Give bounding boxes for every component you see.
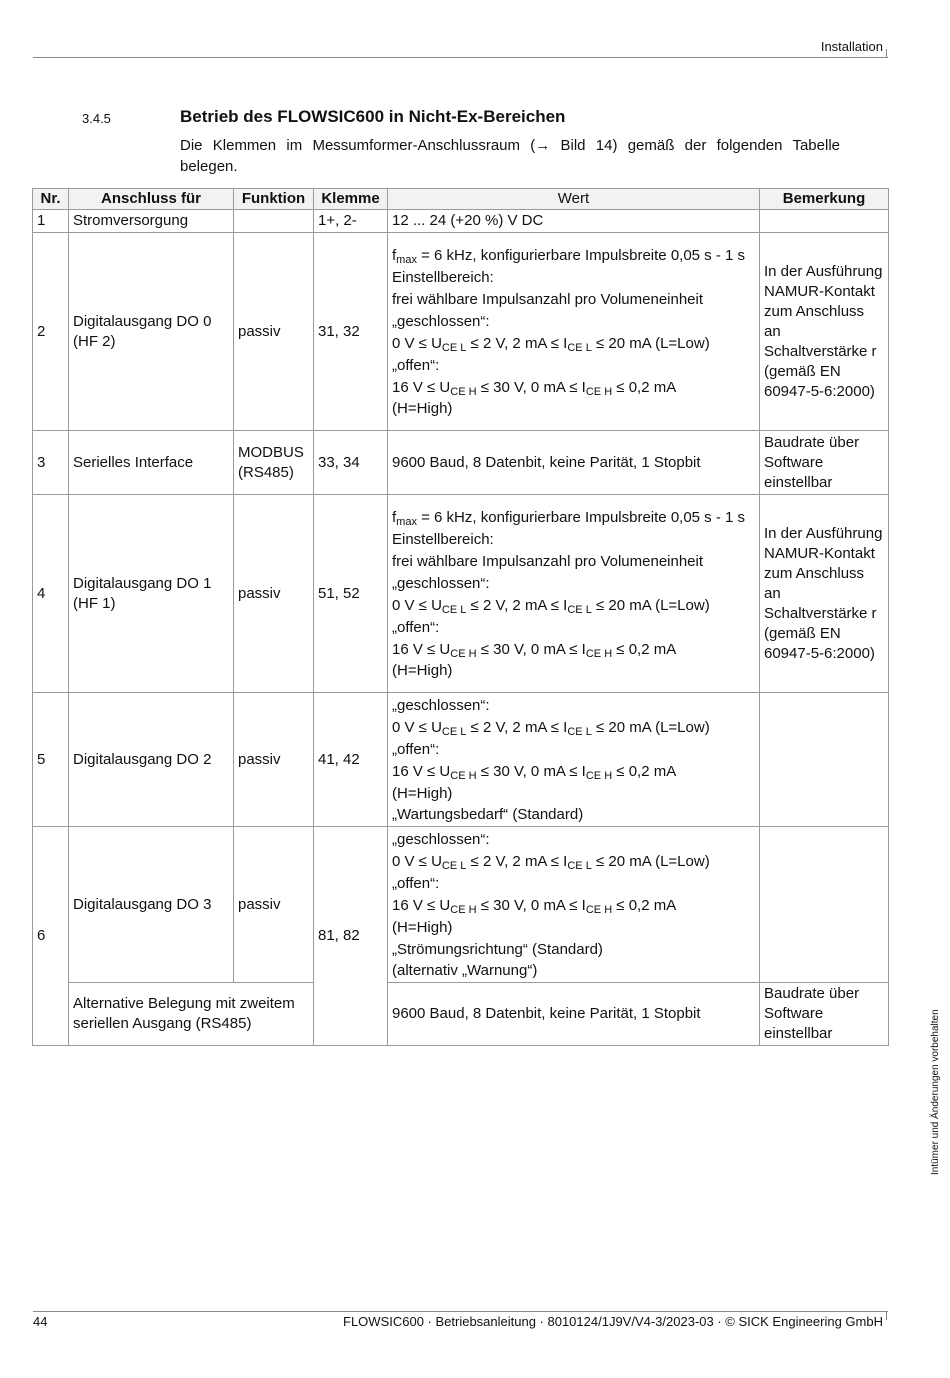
value-low-range: 0 $V \le U_{CE L} \le 2$ V, 2 mA ≤ $I_{CE L} \le 20$ mA (L=Low) [392, 596, 710, 616]
value-geschlossen: „geschlossen“: [392, 574, 490, 592]
value-fmax: $f_{max} = 6$ kHz, konfigurierbare Impulsbreite 0,05 s - 1 s [392, 508, 746, 528]
value-default-function: „Wartungsbedarf“ (Standard) [392, 805, 584, 823]
cell-bemerkung: In der Ausführung NAMUR-Kontakt zum Anschluss an Schaltverstärke r (gemäß EN 60947-5-6:2000) [760, 233, 889, 431]
value-high-label: (H=High) [392, 399, 453, 417]
cell-funktion [234, 210, 314, 233]
cell-klemme: 81, 82 [314, 827, 388, 1046]
table-row [33, 495, 889, 693]
table-row [33, 983, 889, 1046]
value-low-range: 0 $V \le U_{CE L} \le 2$ V, 2 mA ≤ $I_{CE L} \le 20$ mA (L=Low) [392, 718, 710, 738]
cell-funktion: passiv [234, 233, 314, 431]
cell-alt-bemerkung: Baudrate über Software einstellbar [760, 983, 889, 1046]
cell-anschluss: Stromversorgung [69, 210, 234, 233]
section-intro: Die Klemmen im Messumformer-Anschlussraum (→ Bild 14) gemäß der folgenden Tabelle belegen. [180, 137, 840, 175]
page-number: 44 [33, 1314, 48, 1329]
value-high-range: 16 $V \le U_{CE H} \le 30$ V, 0 mA ≤ $I_{CE H} \le 0,2$ mA [392, 640, 677, 660]
value-einstellbereich: Einstellbereich: [392, 268, 494, 286]
table-header-row [33, 189, 889, 210]
value-geschlossen: „geschlossen“: [392, 830, 490, 848]
value-default-function: „Strömungsrichtung“ (Standard) [392, 940, 603, 958]
cell-nr: 4 [33, 495, 69, 693]
cell-nr: 6 [33, 827, 69, 1046]
cell-alt-anschluss: Alternative Belegung mit zweitem seriellen Ausgang (RS485) [69, 983, 314, 1046]
value-fmax: $f_{max} = 6$ kHz, konfigurierbare Impulsbreite 0,05 s - 1 s [392, 246, 746, 266]
col-header-nr: Nr. [33, 189, 69, 210]
value-offen: „offen“: [392, 356, 440, 374]
value-offen: „offen“: [392, 618, 440, 636]
cell-wert [388, 233, 760, 431]
cell-bemerkung [760, 693, 889, 827]
section-number: 3.4.5 [82, 111, 111, 126]
cell-nr: 5 [33, 693, 69, 827]
value-impulsanzahl: frei wählbare Impulsanzahl pro Volumeneinheit [392, 552, 704, 570]
footer-rule-tick [886, 1311, 887, 1320]
col-header-wert: Wert [388, 189, 760, 210]
value-alternative-function: (alternativ „Warnung“) [392, 961, 538, 979]
cell-bemerkung: In der Ausführung NAMUR-Kontakt zum Anschluss an Schaltverstärke r (gemäß EN 60947-5-6:2000) [760, 495, 889, 693]
header-section-title: Installation [820, 39, 883, 54]
value-offen: „offen“: [392, 740, 440, 758]
cell-bemerkung [760, 210, 889, 233]
cell-anschluss: Digitalausgang DO 2 [69, 693, 234, 827]
terminal-table [32, 188, 889, 1046]
value-low-range: 0 $V \le U_{CE L} \le 2$ V, 2 mA ≤ $I_{CE L} \le 20$ mA (L=Low) [392, 334, 710, 354]
value-geschlossen: „geschlossen“: [392, 312, 490, 330]
value-high-range: 16 $V \le U_{CE H} \le 30$ V, 0 mA ≤ $I_{CE H} \le 0,2$ mA [392, 896, 677, 916]
value-einstellbereich: Einstellbereich: [392, 530, 494, 548]
cell-wert [388, 827, 760, 983]
table-row [33, 693, 889, 827]
cell-nr: 3 [33, 431, 69, 495]
table-row [33, 827, 889, 983]
value-impulsanzahl: frei wählbare Impulsanzahl pro Volumeneinheit [392, 290, 704, 308]
cell-wert: 9600 Baud, 8 Datenbit, keine Parität, 1 Stopbit [388, 431, 760, 495]
table-row [33, 210, 889, 233]
col-header-klemme: Klemme [314, 189, 388, 210]
cell-nr: 2 [33, 233, 69, 431]
cell-wert [388, 495, 760, 693]
col-header-funktion: Funktion [234, 189, 314, 210]
value-high-range: 16 $V \le U_{CE H} \le 30$ V, 0 mA ≤ $I_{CE H} \le 0,2$ mA [392, 378, 677, 398]
value-low-range: 0 $V \le U_{CE L} \le 2$ V, 2 mA ≤ $I_{CE L} \le 20$ mA (L=Low) [392, 852, 710, 872]
cell-klemme: 31, 32 [314, 233, 388, 431]
cell-nr: 1 [33, 210, 69, 233]
cell-alt-wert: 9600 Baud, 8 Datenbit, keine Parität, 1 Stopbit [388, 983, 760, 1046]
cell-wert: 12 ... 24 (+20 %) V DC [388, 210, 760, 233]
value-high-label: (H=High) [392, 784, 453, 802]
cell-anschluss: Digitalausgang DO 3 [69, 827, 234, 983]
value-high-label: (H=High) [392, 661, 453, 679]
cell-funktion: MODBUS (RS485) [234, 431, 314, 495]
header-rule-tick [886, 49, 887, 58]
col-header-bemerkung: Bemerkung [760, 189, 889, 210]
cell-bemerkung [760, 827, 889, 983]
cell-anschluss: Serielles Interface [69, 431, 234, 495]
footer-info: FLOWSIC600 · Betriebsanleitung · 8010124/1J9V/V4-3/2023-03 · © SICK Engineering GmbH [343, 1314, 883, 1329]
col-header-anschluss: Anschluss für [69, 189, 234, 210]
side-note: Intümer und Änderungen vorbehalten [930, 1009, 941, 1175]
cell-klemme: 51, 52 [314, 495, 388, 693]
value-high-label: (H=High) [392, 918, 453, 936]
table-row [33, 431, 889, 495]
cell-funktion: passiv [234, 495, 314, 693]
cell-anschluss: Digitalausgang DO 1 (HF 1) [69, 495, 234, 693]
value-geschlossen: „geschlossen“: [392, 696, 490, 714]
cell-funktion: passiv [234, 693, 314, 827]
footer-rule [33, 1311, 888, 1312]
value-offen: „offen“: [392, 874, 440, 892]
value-high-range: 16 $V \le U_{CE H} \le 30$ V, 0 mA ≤ $I_{CE H} \le 0,2$ mA [392, 762, 677, 782]
cell-anschluss: Digitalausgang DO 0 (HF 2) [69, 233, 234, 431]
cell-klemme: 1+, 2- [314, 210, 388, 233]
cell-wert [388, 693, 760, 827]
header-rule [33, 57, 888, 58]
cell-bemerkung: Baudrate über Software einstellbar [760, 431, 889, 495]
cell-funktion: passiv [234, 827, 314, 983]
section-title: Betrieb des FLOWSIC600 in Nicht-Ex-Bereichen [180, 107, 566, 126]
cell-klemme: 33, 34 [314, 431, 388, 495]
table-row [33, 233, 889, 431]
cell-klemme: 41, 42 [314, 693, 388, 827]
